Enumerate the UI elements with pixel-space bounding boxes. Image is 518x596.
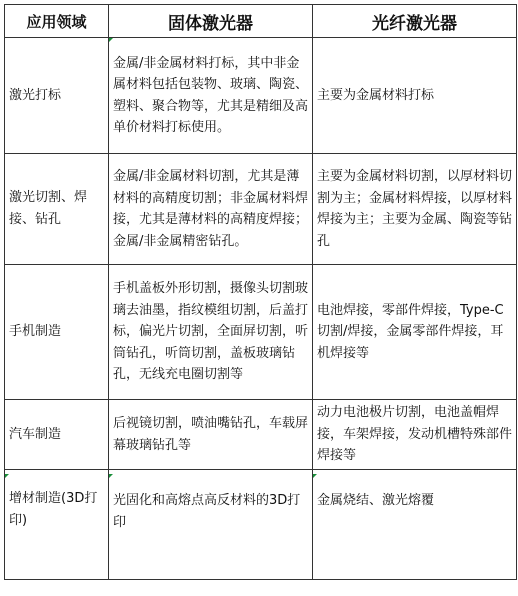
cell-field: 增材制造(3D打印) bbox=[5, 470, 109, 580]
cell-fiber: 动力电池极片切割，电池盖帽焊接，车架焊接，发动机槽特殊部件焊接等 bbox=[313, 400, 517, 470]
cell-fiber: 金属烧结、激光熔覆 bbox=[313, 470, 517, 580]
cell-fiber: 主要为金属材料打标 bbox=[313, 38, 517, 154]
cell-fiber: 电池焊接，零部件焊接，Type-C切割/焊接，金属零部件焊接，耳机焊接等 bbox=[313, 265, 517, 400]
cell-marker-icon bbox=[313, 474, 317, 478]
table-header-row bbox=[5, 5, 517, 38]
cell-solid: 手机盖板外形切割，摄像头切割玻璃去油墨，指纹模组切割，后盖打标，偏光片切割，全面屏切割，听筒钻孔，听筒切割，盖板玻璃钻孔，无线充电圈切割等 bbox=[109, 265, 313, 400]
cell-solid: 后视镜切割，喷油嘴钻孔，车载屏幕玻璃钻孔等 bbox=[109, 400, 313, 470]
cell-marker-icon bbox=[109, 474, 113, 478]
cell-field: 激光打标 bbox=[5, 38, 109, 154]
cell-marker-icon bbox=[5, 474, 9, 478]
cell-solid: 光固化和高熔点高反材料的3D打印 bbox=[109, 470, 313, 580]
cell-solid: 金属/非金属材料切割，尤其是薄材料的高精度切割；非金属材料焊接，尤其是薄材料的高精度焊接；金属/非金属精密钻孔。 bbox=[109, 154, 313, 265]
table-row bbox=[5, 38, 517, 154]
table-row bbox=[5, 154, 517, 265]
cell-fiber: 主要为金属材料切割，以厚材料切割为主；金属材料焊接，以厚材料焊接为主；主要为金属、陶瓷等钻孔 bbox=[313, 154, 517, 265]
cell-field: 手机制造 bbox=[5, 265, 109, 400]
cell-solid: 金属/非金属材料打标，其中非金属材料包括包装物、玻璃、陶瓷、塑料、聚合物等，尤其是精细及高单价材料打标使用。 bbox=[109, 38, 313, 154]
header-fiber-laser: 光纤激光器 bbox=[313, 5, 517, 38]
header-application-field: 应用领域 bbox=[5, 5, 109, 38]
cell-marker-icon bbox=[109, 38, 113, 42]
table-row bbox=[5, 470, 517, 580]
laser-comparison-table bbox=[4, 4, 517, 580]
cell-field: 激光切割、焊接、钻孔 bbox=[5, 154, 109, 265]
comparison-table-wrapper bbox=[4, 4, 516, 580]
table-row bbox=[5, 400, 517, 470]
table-row bbox=[5, 265, 517, 400]
cell-field: 汽车制造 bbox=[5, 400, 109, 470]
header-solid-laser: 固体激光器 bbox=[109, 5, 313, 38]
